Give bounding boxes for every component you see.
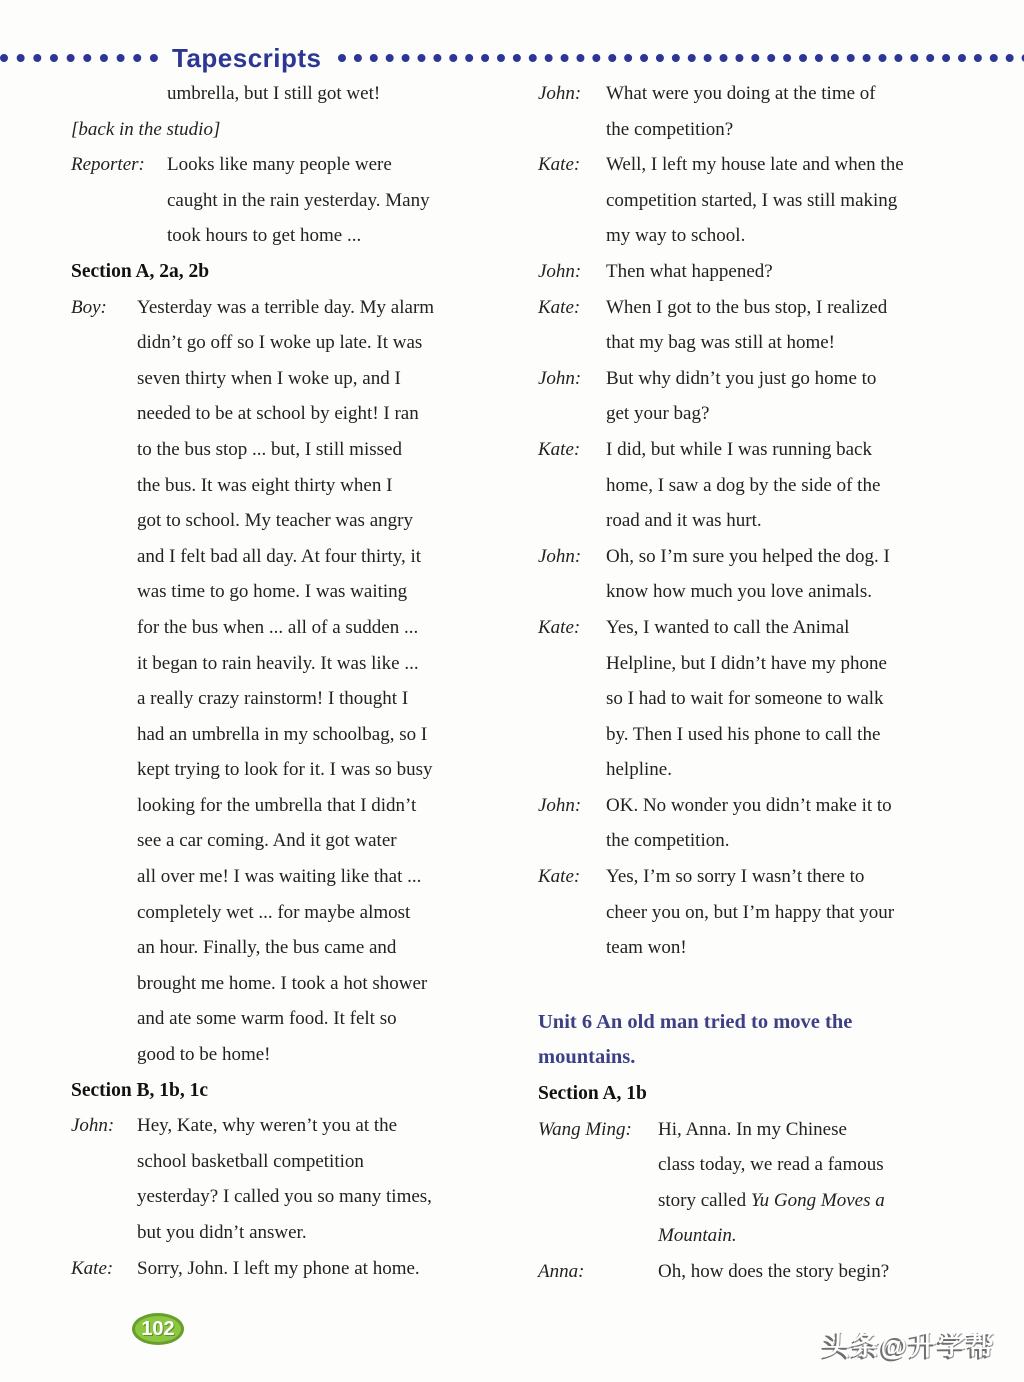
- speech-text: [137, 290, 523, 1073]
- speaker-label: John:: [538, 260, 582, 282]
- speech-text: [137, 1108, 523, 1250]
- transcript-line: seven thirty when I woke up, and I: [137, 367, 401, 389]
- transcript-line: Well, I left my house late and when the: [606, 154, 904, 176]
- speaker-label: Reporter:: [71, 154, 145, 176]
- speech-text: [137, 1251, 523, 1287]
- transcript-line: umbrella, but I still got wet!: [167, 83, 381, 104]
- speaker-label: Wang Ming:: [538, 1118, 632, 1140]
- speech-text: [658, 1112, 1020, 1254]
- transcript-line: good to be home!: [137, 1044, 271, 1066]
- continuation-line: [71, 76, 523, 112]
- dialogue-entry: [538, 1112, 1020, 1254]
- speech-text: [167, 147, 523, 254]
- transcript-line: needed to be at school by eight! I ran: [137, 403, 419, 425]
- transcript-line: But why didn’t you just go home to: [606, 367, 877, 389]
- speech-text: [606, 432, 1020, 539]
- speech-text: [606, 859, 1020, 966]
- speaker-label: Kate:: [538, 296, 581, 318]
- transcript-line: that my bag was still at home!: [606, 332, 836, 354]
- speaker-label: John:: [538, 545, 582, 567]
- transcript-line: What were you doing at the time of: [606, 83, 876, 104]
- watermark-text: 头条@升学帮: [822, 1331, 996, 1361]
- transcript-line: completely wet ... for maybe almost: [137, 901, 411, 923]
- transcript-line: and ate some warm food. It felt so: [137, 1008, 397, 1030]
- speaker-label: Anna:: [538, 1261, 585, 1282]
- transcript-line: got to school. My teacher was angry: [137, 510, 413, 532]
- transcript-line: my way to school.: [606, 225, 746, 247]
- transcript-line: I did, but while I was running back: [606, 438, 872, 460]
- transcript-line: When I got to the bus stop, I realized: [606, 296, 888, 318]
- speech-text: [606, 361, 1020, 432]
- dialogue-entry: [538, 788, 1020, 859]
- transcript-line: Looks like many people were: [167, 154, 392, 176]
- transcript-line: school basketball competition: [137, 1150, 364, 1172]
- transcript-line: mountains.: [538, 1046, 636, 1069]
- transcript-line: Yes, I wanted to call the Animal: [606, 616, 850, 638]
- speech-text: [606, 788, 1020, 859]
- transcript-line: competition started, I was still making: [606, 189, 898, 211]
- transcript-line: the bus. It was eight thirty when I: [137, 474, 393, 496]
- transcript-line: and I felt bad all day. At four thirty, it: [137, 545, 422, 567]
- speaker-label: Boy:: [71, 296, 107, 318]
- right-column: [538, 76, 1020, 1290]
- transcript-line: Unit 6 An old man tried to move the: [538, 1010, 853, 1033]
- speaker-label: John:: [538, 367, 582, 389]
- page-header: [0, 42, 1024, 74]
- speaker-label: John:: [538, 83, 582, 104]
- transcript-line: by. Then I used his phone to call the: [606, 723, 881, 745]
- transcript-line: Mountain.: [658, 1225, 737, 1247]
- transcript-line: so I had to wait for someone to walk: [606, 688, 884, 710]
- speech-text: [658, 1254, 1020, 1290]
- transcript-line: Yesterday was a terrible day. My alarm: [137, 296, 435, 318]
- section-heading: Section A, 1b: [538, 1083, 647, 1105]
- speech-text: [606, 610, 1020, 788]
- speech-text: [167, 76, 523, 112]
- dialogue-entry: [538, 859, 1020, 966]
- stage-direction: [back in the studio]: [71, 118, 221, 140]
- transcript-line: took hours to get home ...: [167, 225, 362, 247]
- transcript-line: Then what happened?: [606, 260, 773, 282]
- transcript-line: was time to go home. I was waiting: [137, 581, 408, 603]
- speech-text: [606, 147, 1020, 254]
- speaker-label: Kate:: [538, 866, 581, 888]
- transcript-line: Hi, Anna. In my Chinese: [658, 1118, 847, 1140]
- transcript-line: to the bus stop ... but, I still missed: [137, 438, 402, 460]
- transcript-line: OK. No wonder you didn’t make it to: [606, 794, 892, 816]
- transcript-line: team won!: [606, 937, 687, 959]
- transcript-line: brought me home. I took a hot shower: [137, 972, 428, 994]
- dialogue-entry: [538, 432, 1020, 539]
- transcript-line: Sorry, John. I left my phone at home.: [137, 1257, 420, 1279]
- transcript-line: all over me! I was waiting like that ...: [137, 866, 422, 888]
- transcript-line: road and it was hurt.: [606, 510, 762, 532]
- page-number-badge: 102: [132, 1313, 184, 1345]
- dialogue-entry: [71, 1251, 523, 1287]
- transcript-line: Oh, so I’m sure you helped the dog. I: [606, 545, 890, 567]
- speech-text: [606, 539, 1020, 610]
- transcript-line: looking for the umbrella that I didn’t: [137, 794, 417, 816]
- section-heading: Section A, 2a, 2b: [71, 260, 210, 282]
- transcript-line: had an umbrella in my schoolbag, so I: [137, 723, 428, 745]
- header-dots-right-icon: [338, 54, 1024, 62]
- transcript-line: the competition.: [606, 830, 730, 852]
- dialogue-entry: [538, 539, 1020, 610]
- speaker-label: John:: [538, 794, 582, 816]
- transcript-line: story called Yu Gong Moves a: [658, 1189, 885, 1211]
- speech-text: [606, 290, 1020, 361]
- speaker-label: Kate:: [538, 154, 581, 176]
- transcript-line: but you didn’t answer.: [137, 1222, 307, 1243]
- dialogue-entry: [538, 76, 1020, 147]
- dialogue-entry: [538, 290, 1020, 361]
- dialogue-entry: [538, 610, 1020, 788]
- dialogue-entry: [538, 361, 1020, 432]
- dialogue-entry: [71, 1108, 523, 1250]
- speech-text: [606, 76, 1020, 147]
- speaker-label: John:: [71, 1115, 115, 1137]
- transcript-line: class today, we read a famous: [658, 1154, 884, 1176]
- speaker-label: Kate:: [538, 438, 581, 460]
- dialogue-entry: [71, 147, 523, 254]
- transcript-line: home, I saw a dog by the side of the: [606, 474, 881, 496]
- unit-heading: [538, 1005, 1020, 1076]
- header-dots-left-icon: [0, 54, 158, 62]
- transcript-line: cheer you on, but I’m happy that your: [606, 901, 895, 923]
- transcript-line: know how much you love animals.: [606, 581, 872, 603]
- speech-text: [606, 254, 1020, 290]
- transcript-line: Oh, how does the story begin?: [658, 1261, 890, 1282]
- speaker-label: Kate:: [538, 616, 581, 638]
- transcript-line: Yes, I’m so sorry I wasn’t there to: [606, 866, 865, 888]
- section-heading: Section B, 1b, 1c: [71, 1079, 209, 1101]
- dialogue-entry: [538, 254, 1020, 290]
- left-column: [71, 76, 523, 1290]
- transcript-line: for the bus when ... all of a sudden ...: [137, 616, 419, 638]
- speaker-label: Kate:: [71, 1257, 114, 1279]
- transcript-line: a really crazy rainstorm! I thought I: [137, 688, 409, 710]
- page-title: Tapescripts: [172, 43, 322, 73]
- transcript-line: helpline.: [606, 759, 672, 781]
- speaker-label: [71, 76, 167, 112]
- transcript-line: it began to rain heavily. It was like ...: [137, 652, 419, 674]
- transcript-line: Helpline, but I didn’t have my phone: [606, 652, 887, 674]
- transcript-line: kept trying to look for it. I was so busy: [137, 759, 433, 781]
- transcript-line: didn’t go off so I woke up late. It was: [137, 332, 423, 354]
- transcript-columns: [0, 76, 1024, 1290]
- transcript-line: an hour. Finally, the bus came and: [137, 937, 397, 959]
- dialogue-entry: [538, 1254, 1020, 1290]
- transcript-line: the competition?: [606, 118, 734, 140]
- transcript-line: yesterday? I called you so many times,: [137, 1186, 432, 1208]
- transcript-line: caught in the rain yesterday. Many: [167, 189, 430, 211]
- transcript-line: see a car coming. And it got water: [137, 830, 397, 852]
- transcript-line: get your bag?: [606, 403, 710, 425]
- dialogue-entry: [538, 147, 1020, 254]
- transcript-line: Hey, Kate, why weren’t you at the: [137, 1115, 398, 1137]
- dialogue-entry: [71, 290, 523, 1073]
